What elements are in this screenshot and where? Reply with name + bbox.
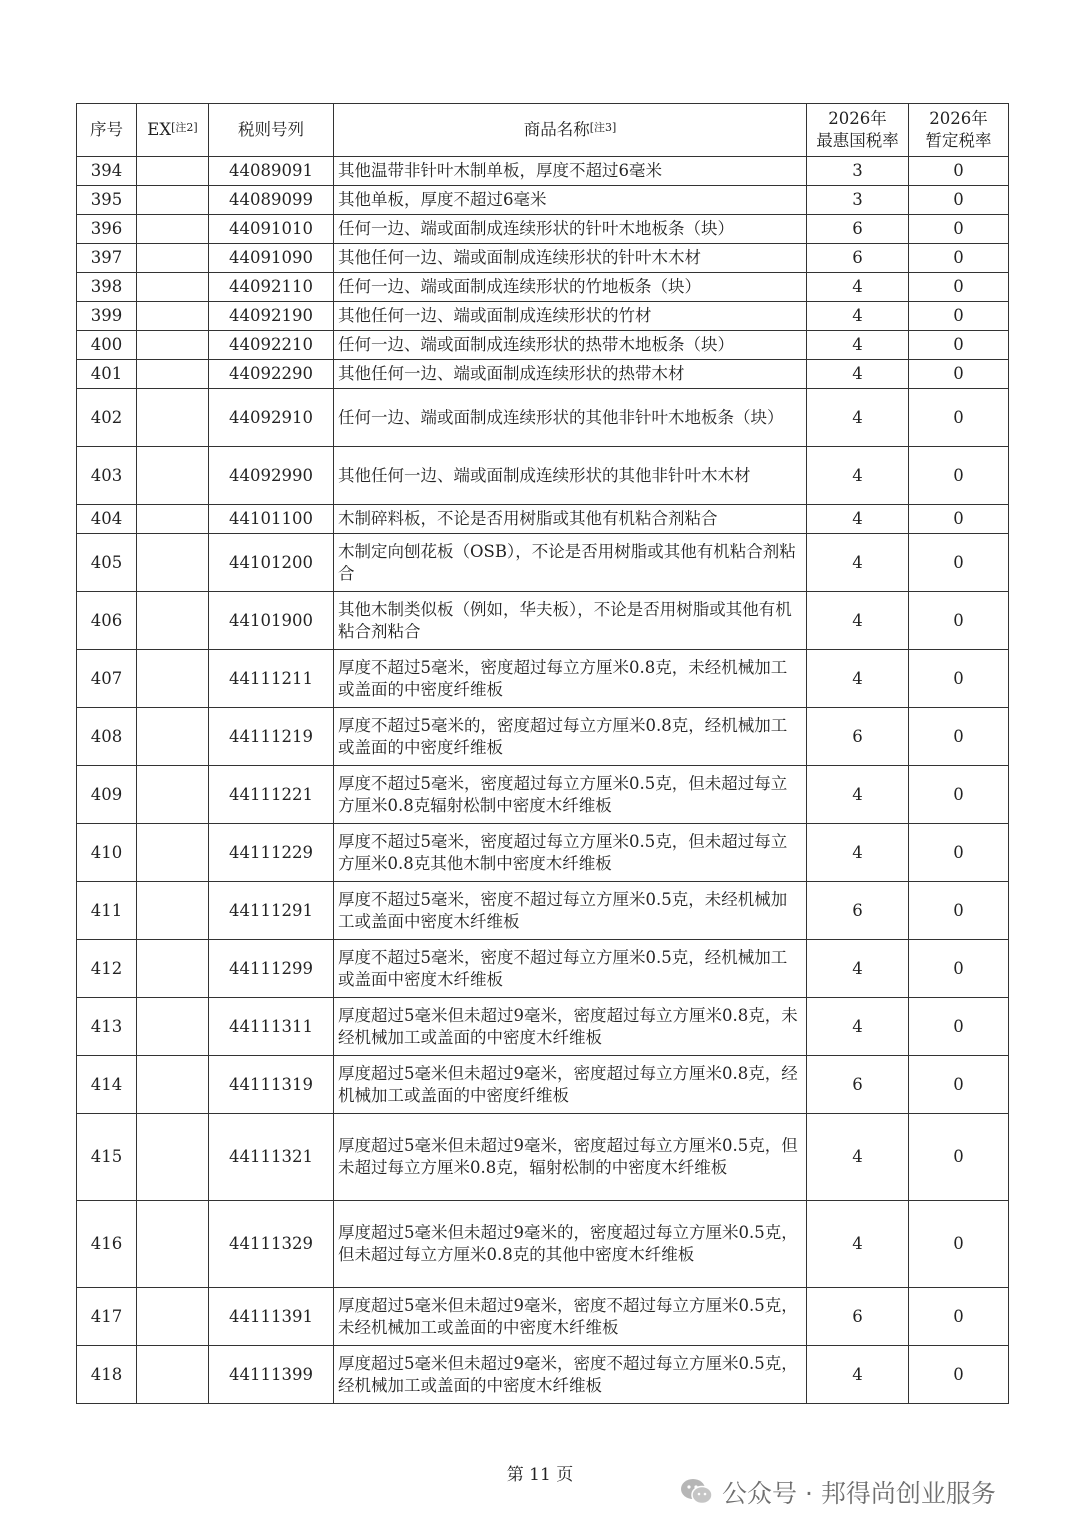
header-seq: 序号: [77, 104, 137, 157]
cell-code: 44092110: [209, 273, 334, 302]
cell-seq: 394: [77, 157, 137, 186]
cell-ex: [137, 447, 209, 505]
cell-seq: 402: [77, 389, 137, 447]
cell-provisional-rate: 0: [909, 650, 1009, 708]
table-row: [77, 273, 1009, 302]
cell-provisional-rate: 0: [909, 273, 1009, 302]
cell-provisional-rate: 0: [909, 360, 1009, 389]
cell-code: 44089099: [209, 186, 334, 215]
cell-mfn-rate: 4: [807, 824, 909, 882]
table-row: [77, 708, 1009, 766]
cell-name: 厚度超过5毫米但未超过9毫米，密度超过每立方厘米0.8克，经机械加工或盖面的中密度纤维板: [334, 1056, 807, 1114]
cell-ex: [137, 534, 209, 592]
cell-name: 木制定向刨花板（OSB），不论是否用树脂或其他有机粘合剂粘合: [334, 534, 807, 592]
table-row: [77, 447, 1009, 505]
cell-ex: [137, 273, 209, 302]
header-name: 商品名称[注3]: [334, 104, 807, 157]
cell-mfn-rate: 6: [807, 708, 909, 766]
cell-provisional-rate: 0: [909, 186, 1009, 215]
cell-name: 厚度不超过5毫米，密度超过每立方厘米0.5克，但未超过每立方厘米0.8克辐射松制中密度木纤维板: [334, 766, 807, 824]
table-row: [77, 186, 1009, 215]
cell-seq: 410: [77, 824, 137, 882]
table-row: [77, 592, 1009, 650]
cell-provisional-rate: 0: [909, 766, 1009, 824]
table-row: [77, 882, 1009, 940]
cell-code: 44092210: [209, 331, 334, 360]
cell-provisional-rate: 0: [909, 1288, 1009, 1346]
table-row: [77, 360, 1009, 389]
cell-mfn-rate: 4: [807, 505, 909, 534]
cell-ex: [137, 302, 209, 331]
cell-provisional-rate: 0: [909, 244, 1009, 273]
cell-provisional-rate: 0: [909, 998, 1009, 1056]
cell-code: 44111319: [209, 1056, 334, 1114]
cell-seq: 403: [77, 447, 137, 505]
cell-ex: [137, 1288, 209, 1346]
cell-ex: [137, 1346, 209, 1404]
wechat-icon: [680, 1477, 714, 1507]
cell-code: 44111219: [209, 708, 334, 766]
cell-code: 44111221: [209, 766, 334, 824]
cell-ex: [137, 186, 209, 215]
cell-ex: [137, 1114, 209, 1201]
cell-mfn-rate: 6: [807, 1288, 909, 1346]
cell-name: 厚度超过5毫米但未超过9毫米，密度不超过每立方厘米0.5克，经机械加工或盖面的中密度木纤维板: [334, 1346, 807, 1404]
cell-seq: 408: [77, 708, 137, 766]
cell-name: 其他温带非针叶木制单板，厚度不超过6毫米: [334, 157, 807, 186]
cell-seq: 399: [77, 302, 137, 331]
cell-ex: [137, 331, 209, 360]
cell-mfn-rate: 4: [807, 273, 909, 302]
cell-name: 厚度不超过5毫米，密度不超过每立方厘米0.5克，未经机械加工或盖面中密度木纤维板: [334, 882, 807, 940]
cell-ex: [137, 244, 209, 273]
table-row: [77, 940, 1009, 998]
cell-code: 44101900: [209, 592, 334, 650]
cell-name: 其他任何一边、端或面制成连续形状的针叶木木材: [334, 244, 807, 273]
cell-seq: 416: [77, 1201, 137, 1288]
cell-code: 44111399: [209, 1346, 334, 1404]
cell-ex: [137, 1056, 209, 1114]
cell-name: 厚度不超过5毫米，密度超过每立方厘米0.5克，但未超过每立方厘米0.8克其他木制中密度木纤维板: [334, 824, 807, 882]
cell-ex: [137, 592, 209, 650]
table-header-row: [77, 104, 1009, 157]
cell-ex: [137, 157, 209, 186]
table-row: [77, 1056, 1009, 1114]
cell-ex: [137, 766, 209, 824]
cell-code: 44111321: [209, 1114, 334, 1201]
cell-mfn-rate: 4: [807, 1346, 909, 1404]
table-row: [77, 1201, 1009, 1288]
cell-ex: [137, 215, 209, 244]
watermark-text: 公众号 · 邦得尚创业服务: [722, 1479, 996, 1508]
cell-name: 其他任何一边、端或面制成连续形状的竹材: [334, 302, 807, 331]
cell-mfn-rate: 4: [807, 650, 909, 708]
table-row: [77, 389, 1009, 447]
cell-seq: 398: [77, 273, 137, 302]
cell-seq: 409: [77, 766, 137, 824]
cell-name: 厚度超过5毫米但未超过9毫米，密度超过每立方厘米0.5克，但未超过每立方厘米0.8克，辐射松制的中密度木纤维板: [334, 1114, 807, 1201]
cell-ex: [137, 882, 209, 940]
cell-provisional-rate: 0: [909, 882, 1009, 940]
cell-ex: [137, 708, 209, 766]
cell-provisional-rate: 0: [909, 1114, 1009, 1201]
cell-seq: 411: [77, 882, 137, 940]
cell-code: 44111299: [209, 940, 334, 998]
header-ex-note: [注2]: [171, 121, 198, 134]
cell-code: 44111291: [209, 882, 334, 940]
cell-mfn-rate: 4: [807, 534, 909, 592]
cell-seq: 414: [77, 1056, 137, 1114]
cell-seq: 418: [77, 1346, 137, 1404]
cell-mfn-rate: 6: [807, 244, 909, 273]
cell-provisional-rate: 0: [909, 157, 1009, 186]
header-mfn-rate: 2026年 最惠国税率: [807, 104, 909, 157]
cell-ex: [137, 389, 209, 447]
cell-provisional-rate: 0: [909, 389, 1009, 447]
header-ex: EX[注2]: [137, 104, 209, 157]
table-row: [77, 824, 1009, 882]
cell-mfn-rate: 6: [807, 882, 909, 940]
cell-name: 厚度不超过5毫米，密度不超过每立方厘米0.5克，经机械加工或盖面中密度木纤维板: [334, 940, 807, 998]
cell-provisional-rate: 0: [909, 534, 1009, 592]
cell-seq: 405: [77, 534, 137, 592]
cell-mfn-rate: 4: [807, 302, 909, 331]
cell-mfn-rate: 6: [807, 1056, 909, 1114]
table-row: [77, 1288, 1009, 1346]
cell-provisional-rate: 0: [909, 302, 1009, 331]
cell-seq: 396: [77, 215, 137, 244]
cell-code: 44101200: [209, 534, 334, 592]
cell-provisional-rate: 0: [909, 1201, 1009, 1288]
table-row: [77, 244, 1009, 273]
cell-name: 厚度不超过5毫米，密度超过每立方厘米0.8克，未经机械加工或盖面的中密度纤维板: [334, 650, 807, 708]
cell-mfn-rate: 4: [807, 447, 909, 505]
table-row: [77, 534, 1009, 592]
cell-provisional-rate: 0: [909, 215, 1009, 244]
cell-ex: [137, 650, 209, 708]
cell-seq: 413: [77, 998, 137, 1056]
cell-name: 厚度超过5毫米但未超过9毫米，密度不超过每立方厘米0.5克，未经机械加工或盖面的中密度木纤维板: [334, 1288, 807, 1346]
cell-seq: 417: [77, 1288, 137, 1346]
cell-seq: 415: [77, 1114, 137, 1201]
page-number: 第 11 页: [506, 1465, 574, 1485]
cell-provisional-rate: 0: [909, 940, 1009, 998]
cell-mfn-rate: 4: [807, 1201, 909, 1288]
cell-code: 44111391: [209, 1288, 334, 1346]
header-name-note: [注3]: [589, 121, 617, 134]
cell-mfn-rate: 3: [807, 186, 909, 215]
cell-mfn-rate: 4: [807, 998, 909, 1056]
cell-provisional-rate: 0: [909, 1056, 1009, 1114]
cell-name: 其他任何一边、端或面制成连续形状的其他非针叶木木材: [334, 447, 807, 505]
cell-name: 任何一边、端或面制成连续形状的其他非针叶木地板条（块）: [334, 389, 807, 447]
cell-name: 其他木制类似板（例如，华夫板），不论是否用树脂或其他有机粘合剂粘合: [334, 592, 807, 650]
cell-seq: 406: [77, 592, 137, 650]
cell-code: 44092990: [209, 447, 334, 505]
cell-mfn-rate: 6: [807, 215, 909, 244]
cell-code: 44111229: [209, 824, 334, 882]
table-row: [77, 302, 1009, 331]
cell-seq: 407: [77, 650, 137, 708]
cell-seq: 401: [77, 360, 137, 389]
cell-provisional-rate: 0: [909, 505, 1009, 534]
cell-seq: 397: [77, 244, 137, 273]
cell-seq: 412: [77, 940, 137, 998]
cell-mfn-rate: 4: [807, 389, 909, 447]
table-row: [77, 998, 1009, 1056]
table-row: [77, 505, 1009, 534]
cell-code: 44111311: [209, 998, 334, 1056]
table-row: [77, 766, 1009, 824]
cell-code: 44111211: [209, 650, 334, 708]
cell-ex: [137, 1201, 209, 1288]
cell-name: 任何一边、端或面制成连续形状的竹地板条（块）: [334, 273, 807, 302]
table-row: [77, 1114, 1009, 1201]
cell-name: 其他单板，厚度不超过6毫米: [334, 186, 807, 215]
cell-ex: [137, 940, 209, 998]
cell-mfn-rate: 4: [807, 331, 909, 360]
cell-ex: [137, 505, 209, 534]
cell-ex: [137, 998, 209, 1056]
cell-name: 木制碎料板，不论是否用树脂或其他有机粘合剂粘合: [334, 505, 807, 534]
watermark: [680, 1474, 996, 1510]
cell-seq: 395: [77, 186, 137, 215]
cell-provisional-rate: 0: [909, 331, 1009, 360]
header-code: 税则号列: [209, 104, 334, 157]
table-row: [77, 331, 1009, 360]
cell-mfn-rate: 4: [807, 940, 909, 998]
cell-code: 44091010: [209, 215, 334, 244]
cell-ex: [137, 824, 209, 882]
header-provisional-rate: 2026年 暂定税率: [909, 104, 1009, 157]
cell-ex: [137, 360, 209, 389]
cell-mfn-rate: 4: [807, 1114, 909, 1201]
cell-code: 44111329: [209, 1201, 334, 1288]
cell-mfn-rate: 4: [807, 592, 909, 650]
cell-provisional-rate: 0: [909, 708, 1009, 766]
table-row: [77, 157, 1009, 186]
cell-provisional-rate: 0: [909, 1346, 1009, 1404]
cell-code: 44089091: [209, 157, 334, 186]
table-row: [77, 650, 1009, 708]
cell-seq: 400: [77, 331, 137, 360]
cell-code: 44092910: [209, 389, 334, 447]
cell-mfn-rate: 4: [807, 766, 909, 824]
cell-name: 任何一边、端或面制成连续形状的针叶木地板条（块）: [334, 215, 807, 244]
cell-code: 44092190: [209, 302, 334, 331]
tariff-table: [76, 103, 1009, 1404]
cell-code: 44092290: [209, 360, 334, 389]
cell-mfn-rate: 3: [807, 157, 909, 186]
cell-name: 厚度不超过5毫米的，密度超过每立方厘米0.8克，经机械加工或盖面的中密度纤维板: [334, 708, 807, 766]
cell-mfn-rate: 4: [807, 360, 909, 389]
cell-name: 厚度超过5毫米但未超过9毫米的，密度超过每立方厘米0.5克，但未超过每立方厘米0.8克的其他中密度木纤维板: [334, 1201, 807, 1288]
table-row: [77, 1346, 1009, 1404]
cell-name: 任何一边、端或面制成连续形状的热带木地板条（块）: [334, 331, 807, 360]
cell-seq: 404: [77, 505, 137, 534]
cell-name: 厚度超过5毫米但未超过9毫米，密度超过每立方厘米0.8克，未经机械加工或盖面的中密度木纤维板: [334, 998, 807, 1056]
cell-provisional-rate: 0: [909, 592, 1009, 650]
cell-provisional-rate: 0: [909, 447, 1009, 505]
cell-name: 其他任何一边、端或面制成连续形状的热带木材: [334, 360, 807, 389]
table-row: [77, 215, 1009, 244]
cell-code: 44091090: [209, 244, 334, 273]
cell-provisional-rate: 0: [909, 824, 1009, 882]
cell-code: 44101100: [209, 505, 334, 534]
